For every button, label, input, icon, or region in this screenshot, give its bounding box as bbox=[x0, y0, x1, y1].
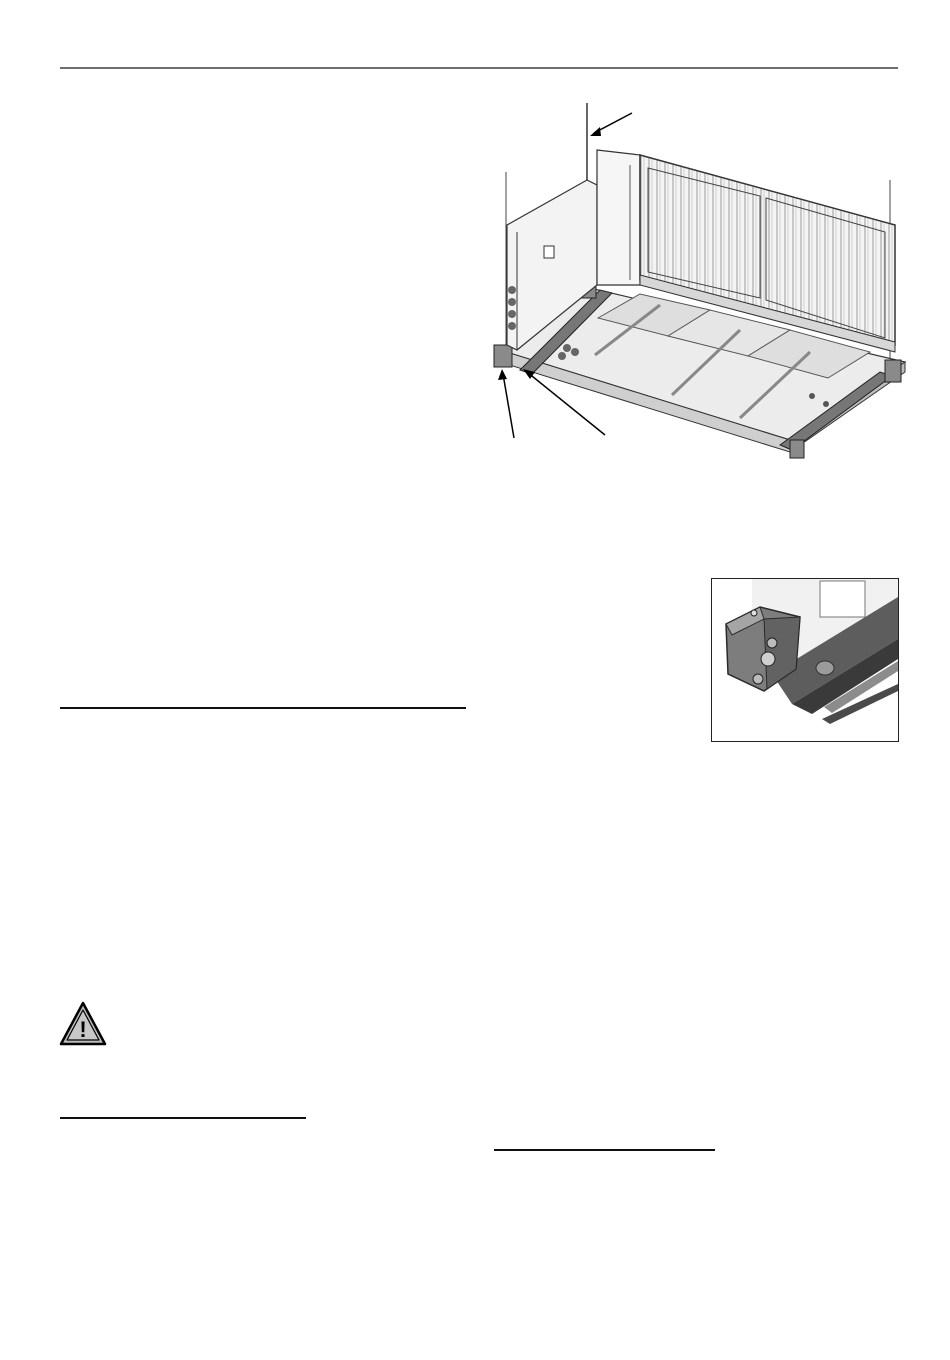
section-rule-left-bottom bbox=[60, 1117, 306, 1119]
warning-glyph: ! bbox=[79, 1017, 87, 1042]
unit-drawing bbox=[490, 95, 910, 465]
bracket-detail-photo bbox=[711, 578, 899, 742]
section-rule-right-bottom bbox=[494, 1149, 715, 1151]
unit-drawing-svg bbox=[490, 95, 910, 465]
warning-triangle-icon bbox=[58, 1000, 108, 1048]
corner-bracket-detail-icon bbox=[712, 579, 898, 741]
header-rule bbox=[60, 67, 898, 69]
section-rule-left-top bbox=[60, 707, 466, 709]
